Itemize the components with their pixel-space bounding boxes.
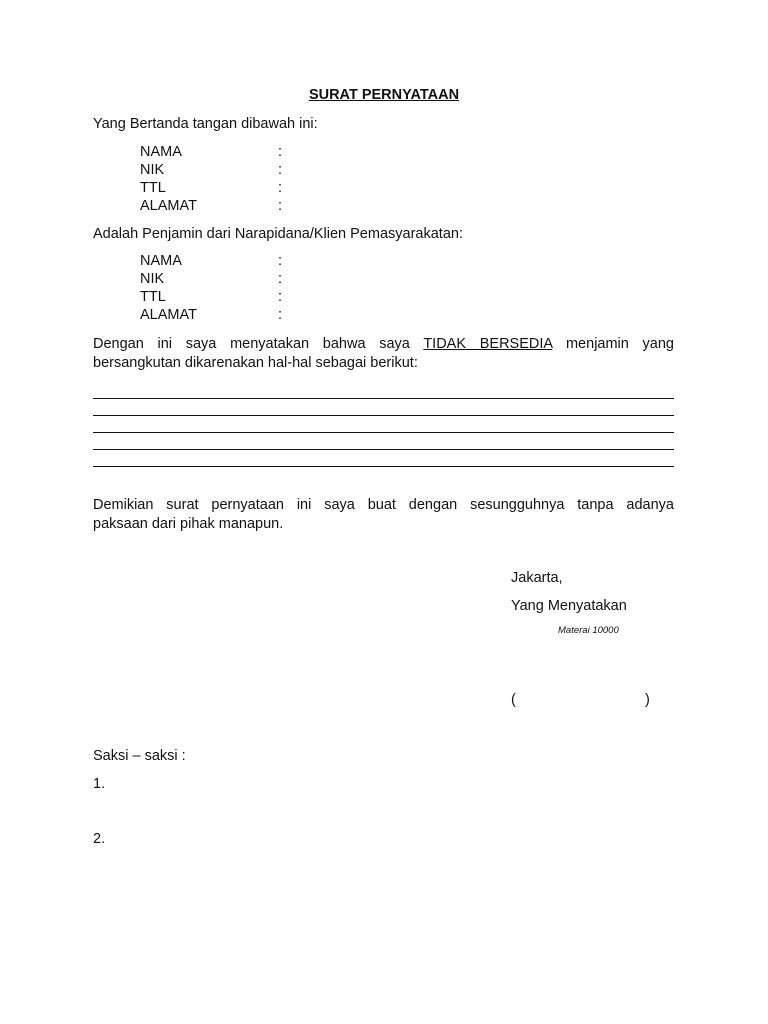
signer-nik-colon: : [278, 162, 283, 178]
witness-1-number: 1. [93, 776, 106, 792]
statement-before: Dengan ini saya menyatakan bahwa saya [93, 336, 424, 352]
signature-name-open-paren: ( [511, 692, 516, 708]
inmate-nik-colon: : [278, 271, 283, 287]
signer-nik-label: NIK [140, 162, 165, 178]
signature-place: Jakarta, [511, 570, 563, 586]
signer-address-label: ALAMAT [140, 198, 197, 214]
inmate-ttl-colon: : [278, 289, 283, 305]
inmate-ttl-label: TTL [140, 289, 166, 305]
signer-fields [0, 144, 768, 224]
reason-line-1 [93, 398, 674, 399]
reason-line-5 [93, 466, 674, 467]
statement-emphasis: TIDAK BERSEDIA [423, 336, 553, 352]
stamp-duty-label: Materai 10000 [558, 625, 619, 636]
signer-name-label: NAMA [140, 144, 182, 160]
closing-line-2: paksaan dari pihak manapun. [93, 516, 284, 532]
witness-2-number: 2. [93, 831, 106, 847]
signature-role: Yang Menyatakan [511, 598, 627, 614]
signature-name-close-paren: ) [645, 692, 650, 708]
signer-address-colon: : [278, 198, 283, 214]
closing-paragraph [93, 496, 674, 534]
inmate-name-label: NAMA [140, 253, 182, 269]
signer-ttl-colon: : [278, 180, 283, 196]
statement-paragraph [93, 335, 674, 373]
reason-line-3 [93, 432, 674, 433]
statement-after: menjamin yang [552, 336, 674, 352]
inmate-address-colon: : [278, 307, 283, 323]
witnesses-heading: Saksi – saksi : [93, 748, 186, 764]
signer-name-colon: : [278, 144, 283, 160]
statement-line-1 [93, 335, 674, 354]
inmate-nik-label: NIK [140, 271, 165, 287]
signer-intro: Yang Bertanda tangan dibawah ini: [93, 116, 318, 132]
reason-line-2 [93, 415, 674, 416]
inmate-name-colon: : [278, 253, 283, 269]
document-title: SURAT PERNYATAAN [308, 87, 460, 103]
guarantor-intro: Adalah Penjamin dari Narapidana/Klien Pemasyarakatan: [93, 226, 463, 242]
inmate-address-label: ALAMAT [140, 307, 197, 323]
inmate-fields [0, 253, 768, 333]
reason-line-4 [93, 449, 674, 450]
closing-line-1: Demikian surat pernyataan ini saya buat dengan sesungguhnya tanpa adanya [93, 497, 674, 513]
signer-ttl-label: TTL [140, 180, 166, 196]
statement-line-2: bersangkutan dikarenakan hal-hal sebagai berikut: [93, 355, 418, 371]
